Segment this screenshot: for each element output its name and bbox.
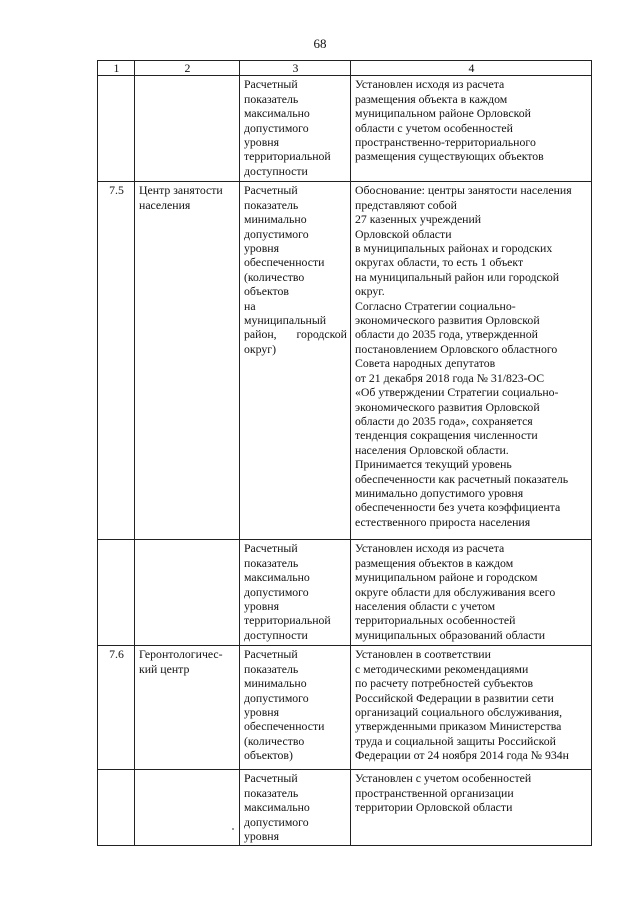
- cell-description: [351, 770, 592, 846]
- cell-item-number: [98, 76, 135, 182]
- page-number: 68: [313, 36, 327, 51]
- text-line: Установлен исходя из расчета: [355, 541, 505, 556]
- text-line: округ.: [355, 284, 385, 299]
- text-line: муниципальном районе и городском: [355, 570, 538, 585]
- text-line: области до 2035 года», сохраняется: [355, 413, 533, 428]
- text-line: 27 казенных учреждений: [355, 212, 482, 227]
- text-line: (количество: [244, 733, 305, 748]
- text-line: труда и социальной защиты Российской: [355, 733, 556, 748]
- text-line: показатель: [244, 91, 299, 106]
- text-line: максимально: [244, 570, 310, 585]
- text-line: максимально: [244, 800, 310, 815]
- cell-item-number: [98, 540, 135, 646]
- column-header: 1: [98, 61, 135, 76]
- table-header-row: [98, 61, 592, 76]
- text-line: Центр занятости: [139, 183, 223, 198]
- text-line: области с учетом особенностей: [355, 120, 513, 135]
- text-line: Совета народных депутатов: [355, 356, 496, 371]
- text-line: округах области, то есть 1 объект: [355, 255, 524, 270]
- text-line: (количество: [244, 269, 305, 284]
- text-line: по расчету потребностей субъектов: [355, 676, 534, 691]
- scan-speck: [232, 828, 234, 830]
- column-header: 2: [135, 61, 240, 76]
- text-line: области до 2035 года, утвержденной: [355, 327, 538, 342]
- cell-object-name: [135, 182, 240, 540]
- text-line: Согласно Стратегии социально-: [355, 298, 516, 313]
- text-line: обеспеченности как расчетный показатель: [355, 471, 569, 486]
- text-line: допустимого: [244, 226, 309, 241]
- text-line: показатель: [244, 661, 299, 676]
- text-line: размещения объектов в каждом: [355, 555, 514, 570]
- text-line: экономического развития Орловской: [355, 399, 540, 414]
- text-line: Геронтологичес-: [139, 647, 223, 662]
- text-line: Расчетный: [244, 183, 298, 198]
- table-row: [98, 770, 592, 846]
- text-line: Обоснование: центры занятости населения: [355, 183, 572, 198]
- regulation-table: [97, 60, 592, 846]
- cell-indicator: [240, 540, 351, 646]
- text-line: в муниципальных районах и городских: [355, 241, 553, 256]
- cell-description: [351, 646, 592, 770]
- text-line: объектов): [244, 748, 293, 763]
- text-line: населения: [139, 197, 191, 212]
- text-line: доступности: [244, 163, 308, 178]
- text-line: Федерации от 24 ноября 2014 года № 934н: [355, 748, 569, 763]
- text-line: Установлен в соответствии: [355, 647, 491, 662]
- text-line: Российской Федерации в развитии сети: [355, 690, 554, 705]
- text-line: Установлен с учетом особенностей: [355, 771, 532, 786]
- text-line: уровня: [244, 705, 280, 720]
- text-line: округе области для обслуживания всего: [355, 584, 556, 599]
- text-line: естественного прироста населения: [355, 514, 531, 529]
- text-line: минимально: [244, 212, 307, 227]
- cell-item-number: 7.5: [98, 182, 135, 540]
- text-line: обеспеченности: [244, 255, 325, 270]
- text-line: пространственно-территориального: [355, 135, 536, 150]
- cell-description: [351, 540, 592, 646]
- text-line: допустимого: [244, 690, 309, 705]
- text-line: экономического развития Орловской: [355, 313, 540, 328]
- text-line: тенденция сокращения численности: [355, 428, 538, 443]
- text-line: уровня: [244, 829, 280, 844]
- table-row: [98, 540, 592, 646]
- text-line: муниципальном районе Орловской: [355, 106, 531, 121]
- text-line: Расчетный: [244, 77, 298, 92]
- text-line: максимально: [244, 106, 310, 121]
- cell-indicator: [240, 76, 351, 182]
- cell-object-name: [135, 540, 240, 646]
- column-header: 3: [240, 61, 351, 76]
- text-line: Расчетный: [244, 771, 298, 786]
- text-line: с методическими рекомендациями: [355, 661, 529, 676]
- text-line: кий центр: [139, 661, 190, 676]
- text-line: постановлением Орловского областного: [355, 341, 558, 356]
- text-line: обеспеченности: [244, 719, 325, 734]
- text-line: утвержденными приказом Министерства: [355, 719, 562, 734]
- cell-object-name: [135, 76, 240, 182]
- text-line: обеспеченности без учета коэффициента: [355, 500, 561, 515]
- text-line: показатель: [244, 197, 299, 212]
- text-line: муниципальных образований области: [355, 627, 546, 642]
- text-line: территории Орловской области: [355, 800, 513, 815]
- table-row: [98, 76, 592, 182]
- text-line: населения Орловской области.: [355, 442, 509, 457]
- text-line: территориальной: [244, 149, 331, 164]
- text-line: представляют собой: [355, 197, 457, 212]
- text-line: территориальной: [244, 613, 331, 628]
- text-line: Расчетный: [244, 541, 298, 556]
- text-line: Установлен исходя из расчета: [355, 77, 505, 92]
- text-line: размещения объекта в каждом: [355, 91, 508, 106]
- cell-item-number: [98, 770, 135, 846]
- table-row: [98, 646, 592, 770]
- text-line: объектов: [244, 284, 289, 299]
- cell-indicator: [240, 770, 351, 846]
- text-line: Расчетный: [244, 647, 298, 662]
- text-line: от 21 декабря 2018 года № 31/823-ОС: [355, 370, 545, 385]
- text-line: допустимого: [244, 120, 309, 135]
- cell-object-name: [135, 770, 240, 846]
- text-line: на муниципальный район или городской: [355, 269, 560, 284]
- table-row: [98, 182, 592, 540]
- text-line: «Об утверждении Стратегии социально-: [355, 385, 559, 400]
- text-line: показатель: [244, 785, 299, 800]
- text-line: размещения существующих объектов: [355, 149, 544, 164]
- text-line: территориальных особенностей: [355, 613, 516, 628]
- text-line: организаций социального обслуживания,: [355, 705, 563, 720]
- text-line: Принимается текущий уровень: [355, 457, 512, 472]
- text-line: показатель: [244, 555, 299, 570]
- text-line: населения области с учетом: [355, 599, 496, 614]
- text-line: минимально допустимого уровня: [355, 485, 524, 500]
- text-line: допустимого: [244, 814, 309, 829]
- text-line: допустимого: [244, 584, 309, 599]
- text-line: на: [244, 298, 256, 313]
- text-line: округ): [244, 341, 277, 356]
- text-line: Орловской области: [355, 226, 452, 241]
- cell-indicator: [240, 182, 351, 540]
- text-line: уровня: [244, 135, 280, 150]
- text-line: уровня: [244, 241, 280, 256]
- text-line: доступности: [244, 627, 308, 642]
- text-line: муниципальный: [244, 313, 327, 328]
- cell-description: [351, 76, 592, 182]
- text-line: минимально: [244, 676, 307, 691]
- text-line: пространственной организации: [355, 785, 514, 800]
- column-header: 4: [351, 61, 592, 76]
- cell-item-number: 7.6: [98, 646, 135, 770]
- cell-description: [351, 182, 592, 540]
- text-line: район, городской: [244, 327, 347, 342]
- text-line: уровня: [244, 599, 280, 614]
- cell-indicator: [240, 646, 351, 770]
- cell-object-name: [135, 646, 240, 770]
